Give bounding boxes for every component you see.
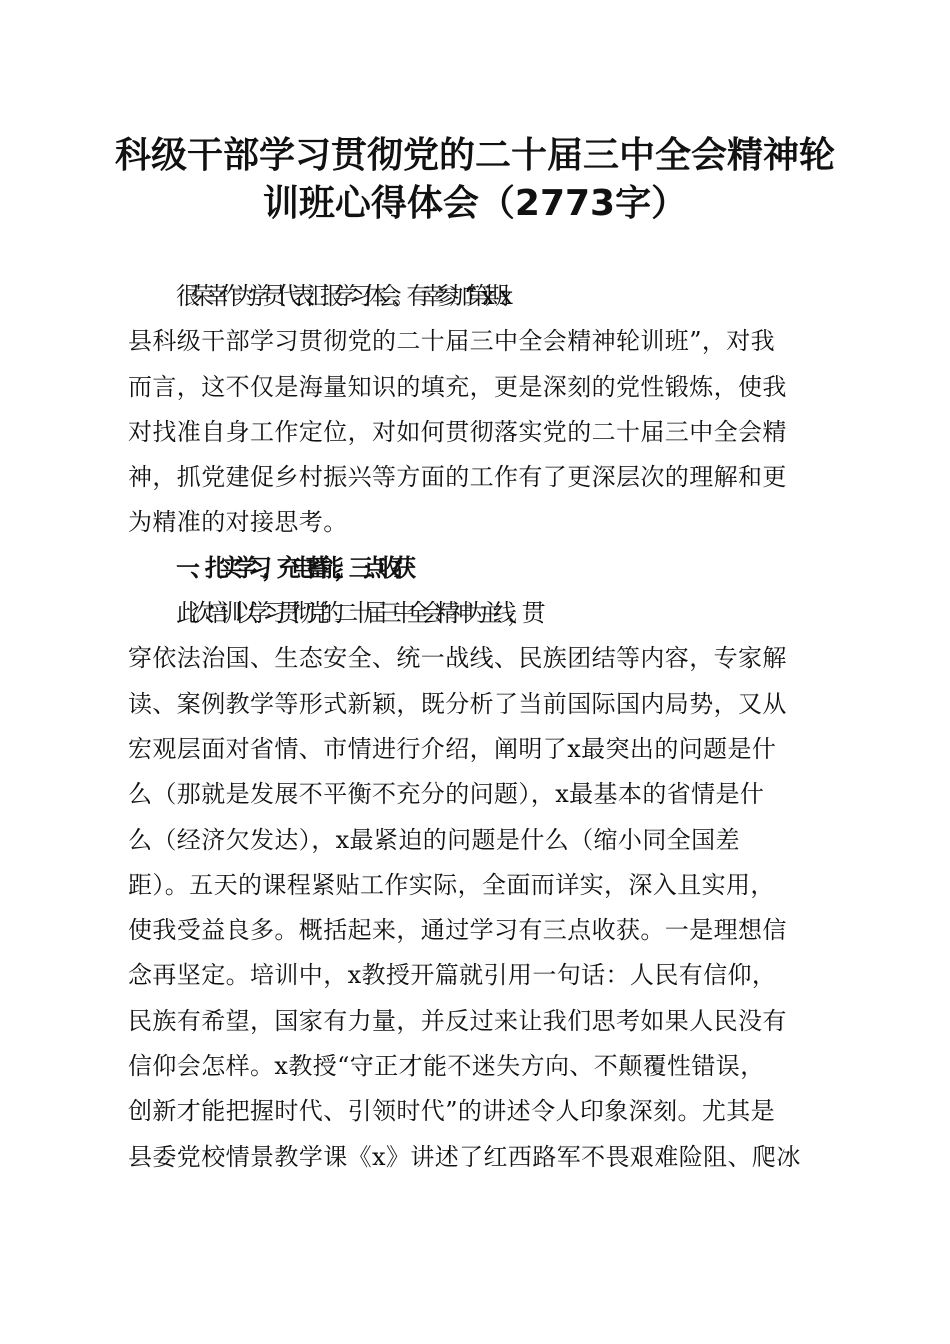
text-line: 穿依法治国、生态安全、统一战线、民族团结等内容，专家解 (128, 644, 787, 673)
text-line: 为精准的对接思考。 (128, 508, 348, 537)
text-line: 么（经济欠发达），x最紧迫的问题是什么（缩小同全国差 (128, 825, 740, 854)
text-line: 此次培训以学习贯彻党的二十届三中全会精神为主线，贯 (176, 599, 536, 628)
text-line: 信仰会怎样。x教授“守正才能不迷失方向、不颠覆性错误， (128, 1052, 765, 1081)
text-line: 民族有希望，国家有力量，并反过来让我们思考如果人民没有 (128, 1006, 787, 1035)
text-line: 对找准自身工作定位，对如何贯彻落实党的二十届三中全会精 (128, 417, 787, 446)
intro-paragraph (128, 274, 822, 546)
title-line-2: 训班心得体会（2773字） (262, 183, 688, 224)
document-body (128, 274, 822, 1180)
text-line: 很荣幸作为学员代表汇报学习体会。有幸参加“第x期x (176, 282, 504, 310)
document-title (110, 132, 840, 228)
section-heading-text: 一、扎实学习，充电蓄能，三点收获 (176, 553, 407, 582)
text-line: 县科级干部学习贯彻党的二十届三中全会精神轮训班”，对我 (128, 327, 776, 356)
text-line: 县委党校情景教学课《x》讲述了红西路军不畏艰难险阻、爬冰 (128, 1142, 801, 1171)
text-line: 么（那就是发展不平衡不充分的问题），x最基本的省情是什 (128, 780, 765, 809)
text-line: 创新才能把握时代、引领时代”的讲述令人印象深刻。尤其是 (128, 1097, 776, 1126)
text-line: 而言，这不仅是海量知识的填充，更是深刻的党性锻炼，使我 (128, 372, 787, 401)
title-line-1: 科级干部学习贯彻党的二十届三中全会精神轮 (114, 135, 835, 176)
section-heading (128, 546, 822, 591)
text-line: 念再坚定。培训中，x教授开篇就引用一句话：人民有信仰， (128, 961, 777, 990)
text-line: 神，抓党建促乡村振兴等方面的工作有了更深层次的理解和更 (128, 463, 787, 492)
text-line: 宏观层面对省情、市情进行介绍，阐明了x最突出的问题是什 (128, 734, 777, 763)
section-paragraph (128, 591, 822, 1180)
text-line: 距）。五天的课程紧贴工作实际，全面而详实，深入且实用， (128, 870, 775, 899)
text-line: 读、案例教学等形式新颖，既分析了当前国际国内局势，又从 (128, 689, 787, 718)
text-line: 使我受益良多。概括起来，通过学习有三点收获。一是理想信 (128, 916, 787, 945)
